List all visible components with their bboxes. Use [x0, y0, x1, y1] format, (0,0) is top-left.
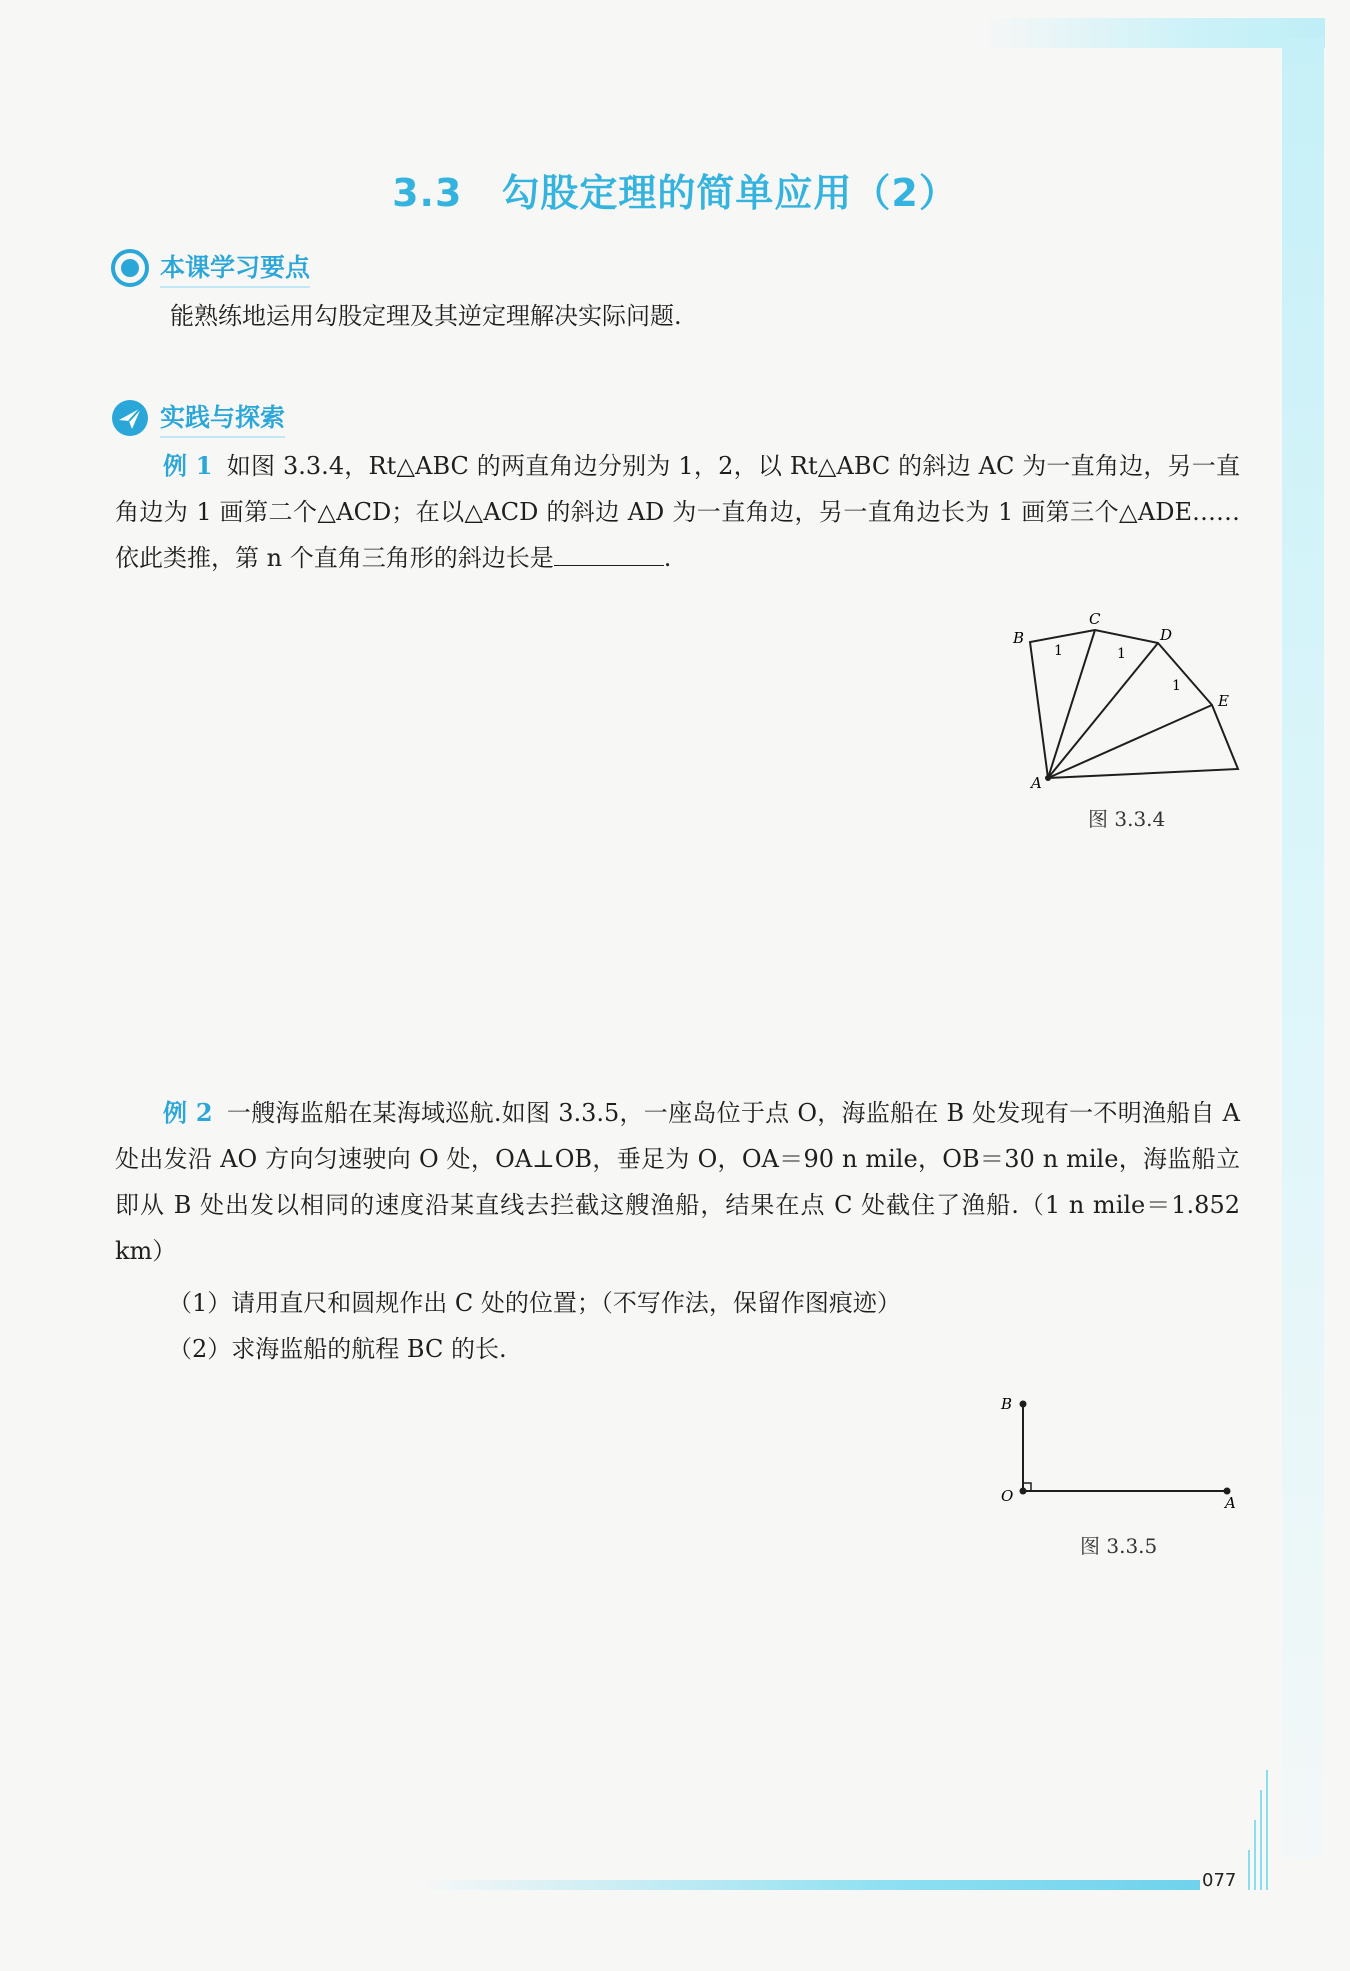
example-2 — [115, 1090, 1240, 1274]
sentence-end: . — [663, 544, 672, 572]
section-heading: 本课学习要点 — [160, 248, 310, 288]
hypotenuse-ae — [1048, 705, 1212, 778]
point-o — [1020, 1488, 1027, 1495]
target-icon — [110, 248, 150, 288]
label-b: B — [1013, 629, 1025, 647]
key-points-text: 能熟练地运用勾股定理及其逆定理解决实际问题. — [170, 302, 682, 330]
example-1 — [115, 443, 1240, 581]
point-a — [1045, 775, 1051, 781]
label-e: E — [1218, 692, 1229, 710]
decorative-top-band — [980, 18, 1325, 48]
decorative-right-band — [1282, 38, 1324, 1858]
figure-caption: 图 3.3.4 — [1088, 807, 1166, 831]
example-text: 如图 3.3.4，Rt△ABC 的两直角边分别为 1，2，以 Rt△ABC 的斜边 AC 为一直角边，另一直角边为 1 画第二个△ACD；在以△ACD 的斜边 AD 为一直角边，另一直角边长为 1 画第三个△ADE……依此类推，第 n 个直角三角形的斜边长是 — [115, 452, 1240, 572]
label-c: C — [1089, 610, 1101, 628]
figure-3-3-5 — [995, 1392, 1245, 1522]
section-heading: 实践与探索 — [160, 398, 285, 438]
segment-label: 1 — [1117, 646, 1126, 662]
example-label: 例 2 — [163, 1098, 213, 1127]
question-1: （1）请用直尺和圆规作出 C 处的位置；（不写作法，保留作图痕迹） — [168, 1289, 901, 1317]
label-b: B — [1001, 1395, 1013, 1413]
example-text: 一艘海监船在某海域巡航.如图 3.3.5，一座岛位于点 O，海监船在 B 处发现有一不明渔船自 A 处出发沿 AO 方向匀速驶向 O 处，OA⊥OB，垂足为 O，OA＝90 n mile，OB＝30 n mile，海监船立即从 B 处出发以相同的速度沿某直线去拦截这艘渔船，结果在点 C 处截住了渔船.（1 n mile＝1.852 km） — [115, 1099, 1241, 1265]
hypotenuse-ad — [1048, 643, 1158, 778]
point-b — [1020, 1401, 1027, 1408]
paper-plane-icon — [110, 398, 150, 438]
page-title: 3.3 勾股定理的简单应用（2） — [392, 171, 958, 215]
label-d: D — [1160, 626, 1173, 644]
section-practice — [110, 396, 285, 440]
decorative-bottom-band — [420, 1880, 1200, 1890]
page-number: 077 — [1202, 1870, 1237, 1891]
question-2: （2）求海监船的航程 BC 的长. — [168, 1335, 507, 1363]
label-a: A — [1031, 774, 1042, 790]
segment-label: 1 — [1172, 678, 1181, 694]
decorative-vertical-lines — [1248, 1770, 1278, 1890]
section-key-points — [110, 246, 310, 290]
label-o: O — [1001, 1487, 1014, 1505]
figure-3-3-4 — [1005, 610, 1255, 790]
segment-label: 1 — [1054, 643, 1063, 659]
example-label: 例 1 — [163, 451, 213, 480]
answer-blank[interactable] — [554, 541, 664, 566]
label-a: A — [1225, 1494, 1236, 1512]
figure-caption: 图 3.3.5 — [1080, 1534, 1158, 1558]
